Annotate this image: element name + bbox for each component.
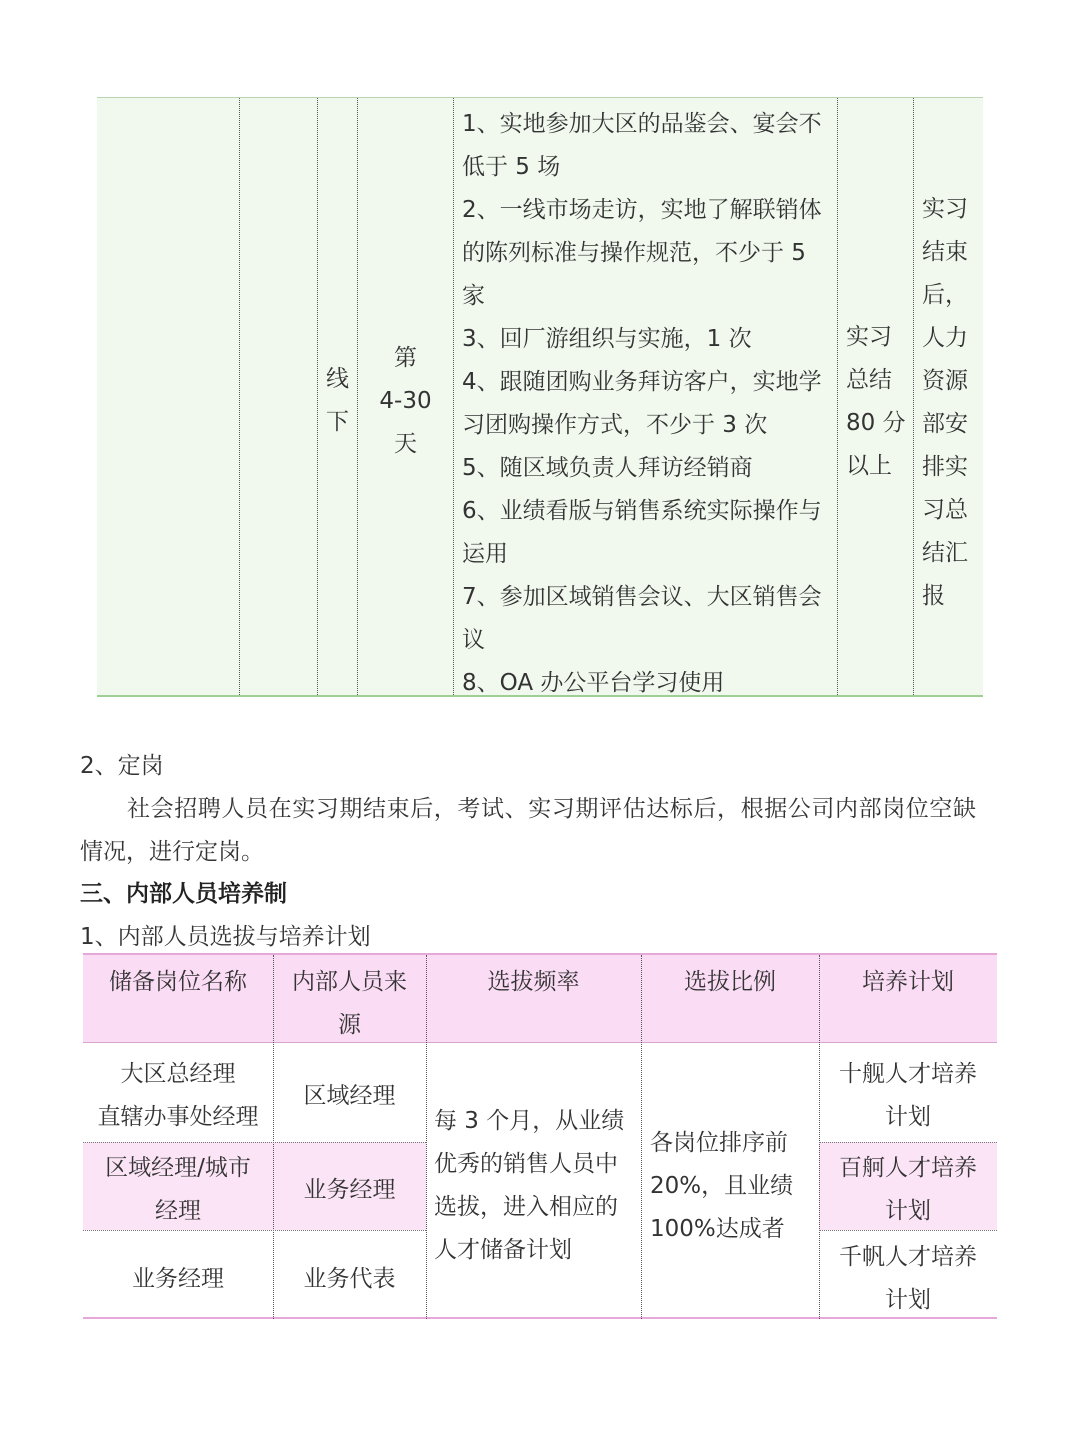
note-line: 结汇 bbox=[922, 540, 968, 566]
note-line: 报 bbox=[922, 583, 945, 609]
header-source bbox=[273, 961, 426, 1047]
mode-char: 下 bbox=[326, 409, 349, 435]
task-line: 7、参加区域销售会议、大区销售会 bbox=[462, 584, 822, 610]
note-line: 排实 bbox=[922, 454, 968, 480]
placement-body-line: 社会招聘人员在实习期结束后，考试、实习期评估达标后，根据公司内部岗位空缺 bbox=[127, 796, 977, 822]
task-line: 运用 bbox=[462, 541, 508, 567]
placement-body-line: 情况，进行定岗。 bbox=[80, 839, 264, 865]
task-line: 1、实地参加大区的品鉴会、宴会不 bbox=[462, 111, 822, 137]
header-plan: 培养计划 bbox=[862, 969, 954, 995]
task-line: 6、业绩看版与销售系统实际操作与 bbox=[462, 498, 822, 524]
period-line: 第 bbox=[394, 345, 417, 371]
header-frequency: 选拔频率 bbox=[487, 969, 580, 995]
plan-line: 十舰人才培养 bbox=[839, 1061, 977, 1087]
note-line: 部安 bbox=[922, 411, 968, 437]
note-line: 资源 bbox=[922, 368, 968, 394]
assessment-cell bbox=[846, 316, 912, 488]
training-table bbox=[83, 953, 997, 1319]
row3-source: 业务代表 bbox=[303, 1266, 396, 1292]
task-line: 5、随区域负责人拜访经销商 bbox=[462, 455, 753, 481]
frequency-line: 选拔，进入相应的 bbox=[434, 1194, 618, 1220]
note-line: 人力 bbox=[922, 325, 968, 351]
position-line: 经理 bbox=[155, 1198, 201, 1224]
table-divider bbox=[913, 98, 914, 695]
position-line: 直辖办事处经理 bbox=[97, 1104, 259, 1130]
mode-char: 线 bbox=[326, 366, 349, 392]
frequency-line: 人才储备计划 bbox=[434, 1237, 572, 1263]
frequency-line: 优秀的销售人员中 bbox=[434, 1151, 618, 1177]
task-line: 习团购操作方式，不少于 3 次 bbox=[462, 412, 768, 438]
task-line: 家 bbox=[462, 283, 485, 309]
task-line: 2、一线市场走访，实地了解联销体 bbox=[462, 197, 822, 223]
section-heading-internal: 三、内部人员培养制 bbox=[80, 881, 287, 907]
note-line: 后， bbox=[922, 282, 968, 308]
table-divider bbox=[641, 955, 642, 1319]
row1-plan bbox=[819, 1053, 997, 1139]
row3-plan bbox=[819, 1236, 997, 1322]
position-line: 区域经理/城市 bbox=[105, 1155, 251, 1181]
row3-position: 业务经理 bbox=[132, 1266, 224, 1292]
period-line: 天 bbox=[394, 431, 417, 457]
row2-plan bbox=[819, 1147, 997, 1233]
task-line: 3、回厂游组织与实施，1 次 bbox=[462, 326, 752, 352]
note-line: 实习 bbox=[922, 196, 968, 222]
plan-line: 计划 bbox=[885, 1198, 931, 1224]
assessment-line: 实习 bbox=[846, 324, 892, 350]
row2-position bbox=[83, 1147, 273, 1233]
row1-source: 区域经理 bbox=[303, 1083, 396, 1109]
table-divider bbox=[239, 98, 240, 695]
assessment-line: 以上 bbox=[846, 453, 892, 479]
header-source-line: 内部人员来 bbox=[292, 969, 407, 995]
header-source-line: 源 bbox=[338, 1012, 361, 1038]
task-line: 低于 5 场 bbox=[462, 154, 561, 180]
section-subheading: 1、内部人员选拔与培养计划 bbox=[80, 924, 371, 950]
note-line: 习总 bbox=[922, 497, 968, 523]
table-divider bbox=[453, 98, 454, 695]
task-line: 8、OA 办公平台学习使用 bbox=[462, 670, 725, 696]
plan-line: 千帆人才培养 bbox=[839, 1244, 977, 1270]
frequency-line: 每 3 个月，从业绩 bbox=[434, 1108, 625, 1134]
section-heading-placement: 2、定岗 bbox=[80, 753, 164, 779]
plan-line: 计划 bbox=[885, 1104, 931, 1130]
plan-line: 计划 bbox=[885, 1287, 931, 1313]
tasks-cell bbox=[462, 103, 834, 705]
task-line: 的陈列标准与操作规范，不少于 5 bbox=[462, 240, 806, 266]
row2-source: 业务经理 bbox=[303, 1177, 396, 1203]
period-line: 4-30 bbox=[379, 388, 432, 414]
ratio-line: 20%，且业绩 bbox=[650, 1173, 794, 1199]
ratio-cell bbox=[650, 1122, 818, 1251]
assessment-line: 80 分 bbox=[846, 410, 906, 436]
header-position: 储备岗位名称 bbox=[109, 969, 247, 995]
internship-table bbox=[97, 97, 983, 697]
table-divider bbox=[837, 98, 838, 695]
note-line: 结束 bbox=[922, 239, 968, 265]
table-divider bbox=[426, 955, 427, 1319]
frequency-cell bbox=[434, 1100, 639, 1272]
table-divider bbox=[83, 1142, 426, 1143]
table-divider bbox=[819, 1142, 997, 1143]
assessment-line: 总结 bbox=[846, 367, 892, 393]
task-line: 议 bbox=[462, 627, 485, 653]
row1-position bbox=[83, 1053, 273, 1139]
ratio-line: 各岗位排序前 bbox=[650, 1130, 788, 1156]
ratio-line: 100%达成者 bbox=[650, 1216, 785, 1242]
position-line: 大区总经理 bbox=[120, 1061, 236, 1087]
plan-line: 百舸人才培养 bbox=[839, 1155, 977, 1181]
header-ratio: 选拔比例 bbox=[684, 969, 776, 995]
period-cell bbox=[358, 337, 453, 466]
task-line: 4、跟随团购业务拜访客户，实地学 bbox=[462, 369, 822, 395]
mode-cell bbox=[318, 358, 357, 444]
note-cell bbox=[922, 188, 982, 618]
